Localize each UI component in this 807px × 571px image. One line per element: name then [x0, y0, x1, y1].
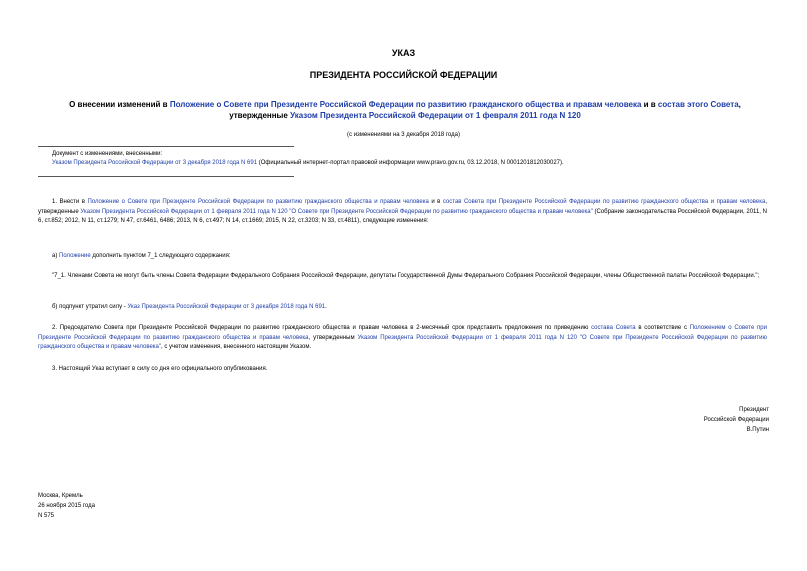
heading-prefix: О внесении изменений в [69, 100, 170, 109]
p3-text: 3. Настоящий Указ вступает в силу со дня его официального опубликования. [52, 366, 268, 372]
p1-link-decree[interactable]: Указом Президента Российской Федерации от 1 февраля 2011 года N 120 "О Совете при Президенте Российской Федерации по развитию гражданского общества и правам человека" [80, 208, 593, 215]
amendments-link[interactable]: Указом Президента Российской Федерации от 3 декабря 2018 года N 691 [52, 160, 258, 166]
changes-note: (с изменениями на 3 декабря 2018 года) [347, 132, 460, 138]
amendments-box [52, 150, 772, 168]
amendments-line [52, 159, 772, 168]
pa-text-a: а) [52, 253, 60, 259]
document-heading [40, 99, 770, 121]
divider-bottom [38, 176, 294, 177]
paragraph-3 [38, 365, 767, 375]
p1-text-b: и в [428, 199, 443, 205]
signature-line-3: В.Путин [746, 427, 769, 433]
paragraph-quote [38, 272, 767, 282]
pa-link-regulation[interactable]: Положение [59, 253, 91, 259]
heading-link-decree[interactable]: Указом Президента Российской Федерации от 1 февраля 2011 года N 120 [290, 111, 581, 120]
p2-text-c: , утвержденным [308, 334, 358, 341]
heading-mid2: , утвержденные [229, 100, 741, 120]
document-type-title: УКАЗ [391, 48, 416, 58]
pb-text-a: б) подпункт утратил силу - [52, 304, 128, 310]
paragraph-1 [38, 198, 767, 227]
paragraph-2 [38, 324, 767, 353]
place-date-block [38, 491, 95, 521]
p1-text-d: (Собрание законодательства Российской Федерации, 2011, N 6, ст.852; 2012, N 11, ст.1279; N 47, ст.6461, 6486; 2013, N 6, ст.497; N 14, ст.1669; 2015, N 22, ст.3203; N 33, ст.4811), следующие изменения: [38, 208, 767, 224]
signature-line-1: Президент [739, 407, 769, 413]
heading-link-regulation[interactable]: Положение о Совете при Президенте Российской Федерации по развитию гражданского общества и правам человека [169, 100, 642, 109]
amendments-tail: (Официальный интернет-портал правовой информации www.pravo.gov.ru, 03.12.2018, N 0001201812030027). [257, 160, 564, 166]
pb-link-decree[interactable]: Указ Президента Российской Федерации от 3 декабря 2018 года N 691 [127, 304, 326, 310]
p2-link-decree[interactable]: Указом Президента Российской Федерации от 1 февраля 2011 года N 120 "О Совете при Президенте Российской Федерации по развитию гражданского общества и правам человека" [38, 334, 768, 350]
p2-link-composition[interactable]: состава Совета [591, 325, 636, 331]
signature-block [704, 405, 769, 435]
amendments-label: Документ с изменениями, внесенными: [52, 151, 163, 157]
issuer-title: ПРЕЗИДЕНТА РОССИЙСКОЙ ФЕДЕРАЦИИ [309, 70, 498, 80]
p1-link-composition[interactable]: состав Совета при Президенте Российской Федерации по развитию гражданского общества и правам человека [442, 199, 766, 205]
p2-text-b: в соответствие с [635, 325, 690, 331]
p1-text-c: , утвержденные [38, 199, 767, 215]
pb-text-b: . [325, 304, 327, 310]
decree-number: N 575 [38, 513, 55, 519]
pa-text-b: дополнить пунктом 7_1 следующего содержания: [90, 253, 231, 259]
paragraph-b [38, 303, 767, 313]
divider-top [38, 146, 294, 147]
place-city: Москва, Кремль [38, 493, 83, 499]
place-date: 26 ноября 2015 года [38, 503, 95, 509]
paragraph-a [38, 252, 767, 262]
p1-text-a: 1. Внести в [52, 199, 88, 205]
p2-text-a: 2. Председателю Совета при Президенте Российской Федерации по развитию гражданского общества и правам человека в 2-месячный срок представить предложения по приведению [52, 325, 592, 331]
heading-mid1: и в [641, 100, 658, 109]
signature-line-2: Российской Федерации [703, 417, 769, 423]
p1-link-regulation[interactable]: Положение о Совете при Президенте Российской Федерации по развитию гражданского общества и правам человека [87, 199, 429, 205]
quote-text: "7_1. Членами Совета не могут быть члены Совета Федерации Федерального Собрания Российской Федерации, депутаты Государственной Думы Федерального Собрания Российской Федерации, члены Общественной палаты Российской Федерации."; [52, 273, 760, 279]
p2-link-regulation[interactable]: Положением о Совете при Президенте Российской Федерации по развитию гражданского общества и правам человека [38, 325, 767, 341]
heading-link-composition[interactable]: состав этого Совета [657, 100, 739, 109]
p2-text-d: , с учетом изменения, внесенного настоящим Указом. [161, 344, 312, 350]
